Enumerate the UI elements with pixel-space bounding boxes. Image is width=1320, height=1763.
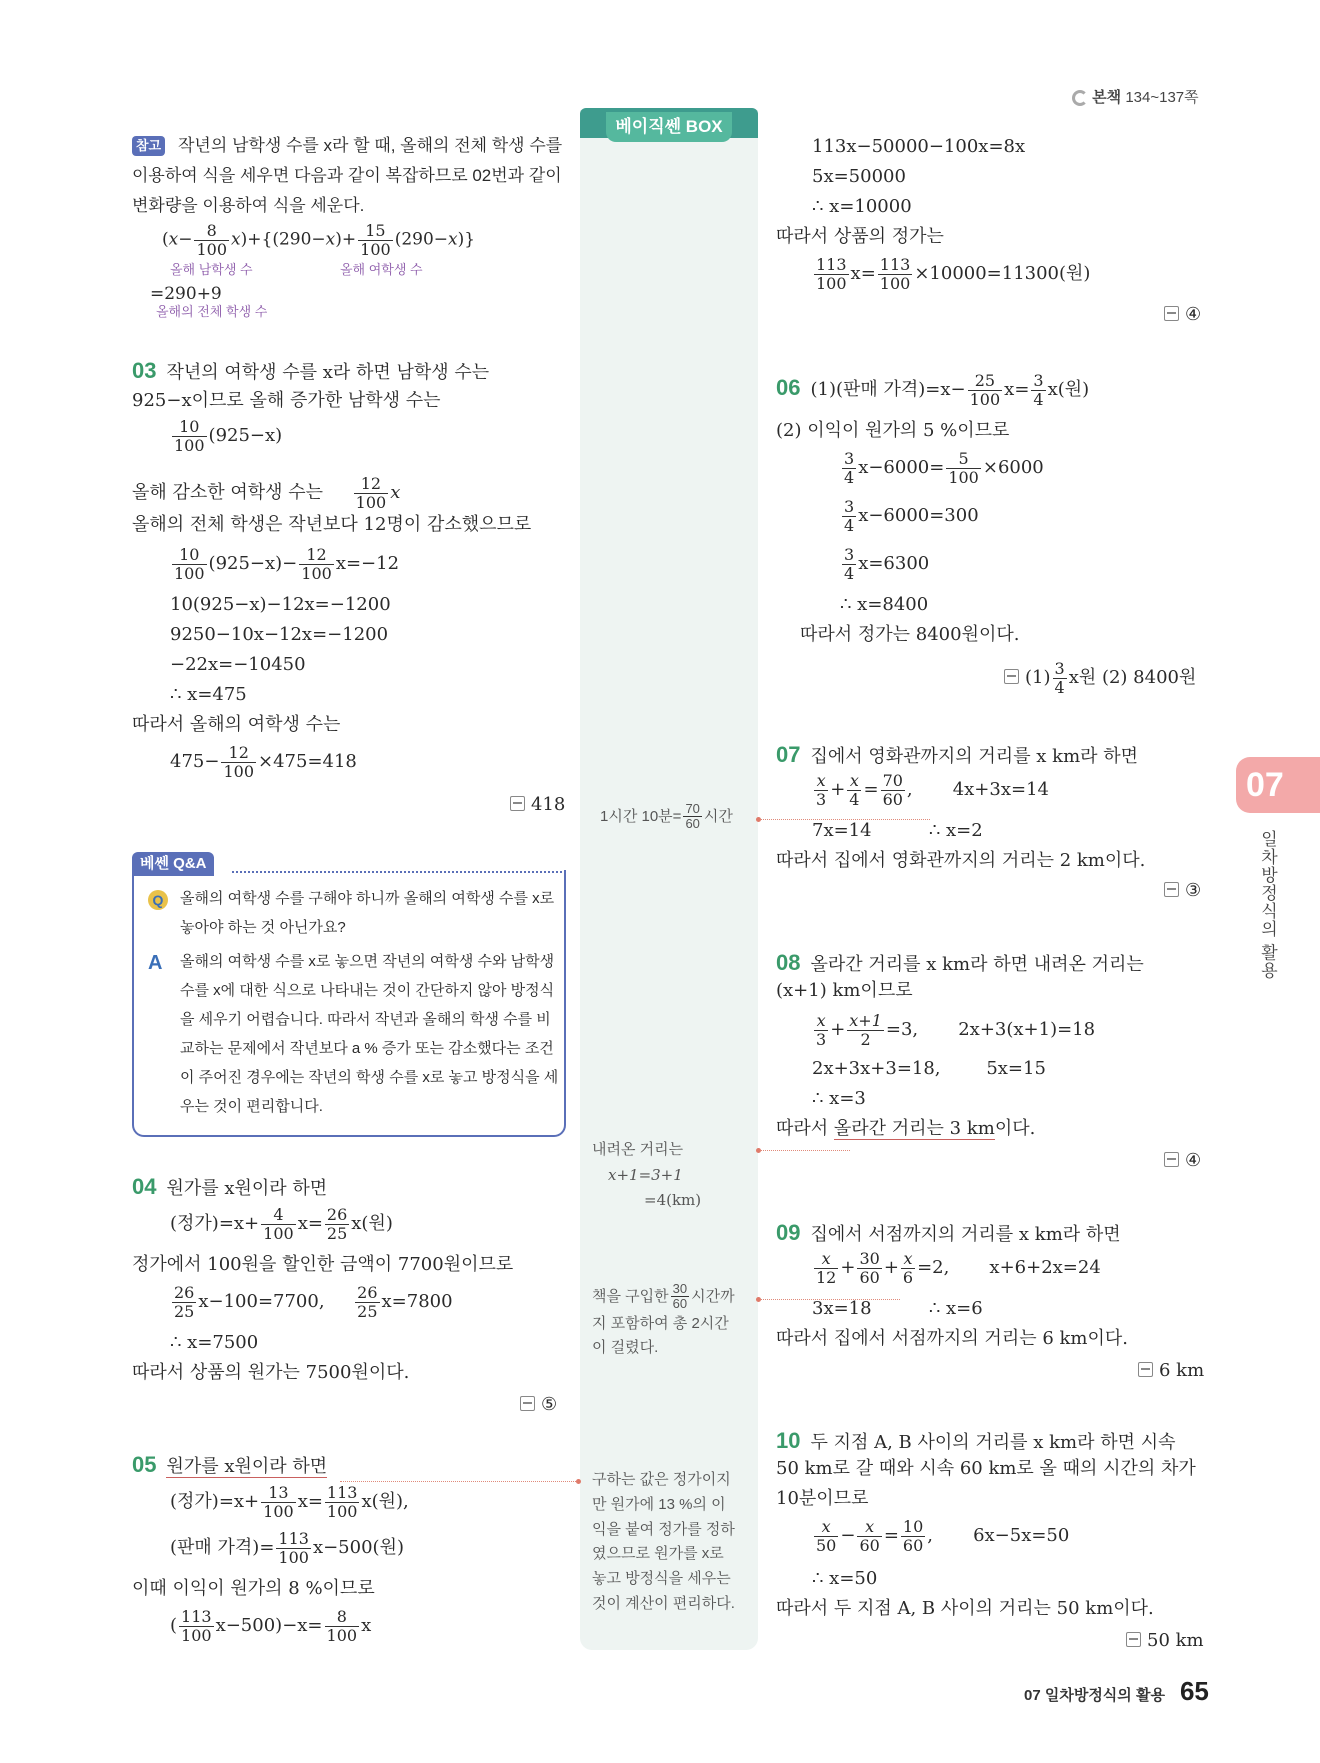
side-05-line-5: 놓고 방정식을 세우는 bbox=[592, 1570, 731, 1587]
p06-answer: (1) $\frac{3}{4}$ x원 (2) 8400원 bbox=[1004, 660, 1196, 696]
p08-line-3: $\frac{x}{3}$ + $\frac{x+1}{2}$ =3, 2x+3(x+1)=18 bbox=[816, 1011, 1096, 1049]
chapter-tab-title: 일차방정식의 활용 bbox=[1258, 830, 1277, 980]
link-line bbox=[760, 1150, 850, 1151]
qa-a1: 올해의 여학생 수를 x로 놓으면 작년의 여학생 수와 남학생 bbox=[180, 953, 555, 970]
footer bbox=[1024, 1676, 1209, 1707]
answer-icon bbox=[1126, 1632, 1141, 1647]
p03-line-7: 10(925−x)−12x=−1200 bbox=[170, 594, 391, 615]
frac: $\frac{12}{100}$ bbox=[223, 743, 254, 781]
frac: $\frac{x+1}{2}$ bbox=[849, 1011, 882, 1049]
frac: $\frac{30}{60}$ bbox=[859, 1249, 880, 1287]
p03-line-10: ∴ x=475 bbox=[170, 684, 247, 705]
frac: $\frac{10}{100}$ bbox=[174, 545, 205, 583]
answer-icon bbox=[510, 796, 525, 811]
note-text-3: 변화량을 이용하여 식을 세운다. bbox=[132, 196, 365, 215]
p09-line-1: 09 집에서 서점까지의 거리를 x km라 하면 bbox=[776, 1220, 1121, 1245]
note-label-total: 올해의 전체 학생 수 bbox=[156, 304, 268, 319]
q-mark: Q bbox=[148, 890, 168, 910]
p04-line-2: (정가)=x+ $\frac{4}{100}$ x= $\frac{26}{25}$ x(원) bbox=[170, 1205, 393, 1243]
frac: $\frac{3}{4}$ bbox=[1054, 659, 1065, 697]
p04-line-3: 정가에서 100원을 할인한 금액이 7700원이므로 bbox=[132, 1254, 514, 1275]
side-05-line-6: 것이 계산이 편리하다. bbox=[592, 1594, 735, 1612]
answer-icon bbox=[1164, 1152, 1179, 1167]
side-08 bbox=[592, 1138, 701, 1212]
answer-icon bbox=[1138, 1362, 1153, 1377]
frac: $\frac{12}{100}$ bbox=[301, 545, 332, 583]
p05-answer: ④ bbox=[1164, 304, 1201, 325]
note-equation: (x− $\frac{8}{100}$ x)+{(290−x)+ $\frac{15}{100}$ (290−x)} bbox=[162, 221, 476, 259]
side-09-line-2: 지 포함하여 총 2시간 bbox=[592, 1314, 729, 1332]
qa-dotted-top bbox=[232, 871, 562, 873]
p03-line-9: −22x=−10450 bbox=[170, 654, 306, 675]
note-text-2: 이용하여 식을 세우면 다음과 같이 복잡하므로 02번과 같이 bbox=[132, 166, 562, 185]
header-ref bbox=[1072, 86, 1199, 107]
frac: $\frac{10}{60}$ bbox=[902, 1517, 924, 1555]
p10-line-4: $\frac{x}{50}$ − $\frac{x}{60}$ = $\frac{10}{60}$ , 6x−5x=50 bbox=[816, 1517, 1070, 1555]
qa-a2: 수를 x에 대한 식으로 나타내는 것이 간단하지 않아 방정식 bbox=[180, 982, 555, 999]
p07-line-2: $\frac{x}{3}$ + $\frac{x}{4}$ = $\frac{70}{60}$ , 4x+3x=14 bbox=[816, 771, 1049, 809]
link-dot bbox=[576, 1479, 581, 1484]
note-label-girls: 올해 여학생 수 bbox=[340, 262, 423, 277]
p06-line-2: (2) 이익이 원가의 5 %이므로 bbox=[776, 420, 1010, 441]
p10-line-2: 50 km로 갈 때와 시속 60 km로 올 때의 시간의 차가 bbox=[776, 1458, 1196, 1479]
p03-line-4: 올해 감소한 여학생 수는 $\frac{12}{100}$ x bbox=[132, 474, 401, 512]
page-number: 65 bbox=[1179, 1676, 1209, 1706]
frac: $\frac{26}{25}$ bbox=[357, 1283, 378, 1321]
p04-line-1: 04 원가를 x원이라 하면 bbox=[132, 1174, 328, 1199]
p04-line-5: ∴ x=7500 bbox=[170, 1332, 259, 1353]
frac: $\frac{5}{100}$ bbox=[948, 449, 979, 487]
qa-a3: 을 세우기 어렵습니다. 따라서 작년과 올해의 학생 수를 비 bbox=[180, 1011, 551, 1028]
p08-line-4: 2x+3x+3=18, 5x=15 bbox=[812, 1058, 1046, 1079]
qa-a4: 교하는 문제에서 작년보다 a % 증가 또는 감소했다는 조건 bbox=[180, 1040, 554, 1057]
side-07: 1시간 10분= $\frac{70}{60}$ 시간 bbox=[600, 801, 733, 832]
chapter-tab[interactable]: 07 bbox=[1236, 757, 1320, 813]
frac: $\frac{x}{6}$ bbox=[902, 1249, 914, 1287]
note-label-boys: 올해 남학생 수 bbox=[170, 262, 253, 277]
frac: $\frac{x}{4}$ bbox=[849, 771, 860, 809]
p07-answer: ③ bbox=[1164, 880, 1201, 901]
side-05-line-2: 만 원가에 13 %의 이 bbox=[592, 1495, 726, 1513]
side-05 bbox=[592, 1468, 735, 1617]
answer-icon bbox=[1164, 882, 1179, 897]
p04-line-4: $\frac{26}{25}$ x−100=7700, $\frac{26}{25}$ x=7800 bbox=[174, 1283, 453, 1321]
p06-line-3: $\frac{3}{4}$ x−6000= $\frac{5}{100}$ ×6000 bbox=[844, 449, 1044, 487]
frac: $\frac{13}{100}$ bbox=[263, 1483, 294, 1521]
frac: $\frac{113}{100}$ bbox=[879, 255, 911, 293]
side-09-line-1: 책을 구입한 $\frac{30}{60}$ 시간까 bbox=[592, 1281, 735, 1312]
frac: $\frac{x}{3}$ bbox=[816, 1011, 827, 1049]
qa-tag: 베쎈 Q&A bbox=[132, 852, 214, 876]
p10-line-5: ∴ x=50 bbox=[812, 1568, 878, 1589]
link-line bbox=[340, 1481, 576, 1482]
frac: $\frac{70}{60}$ bbox=[882, 771, 903, 809]
note-eq-total: =290+9 bbox=[150, 284, 222, 304]
p10-line-3: 10분이므로 bbox=[776, 1488, 869, 1509]
p10-answer: 50 km bbox=[1126, 1630, 1204, 1651]
p06-line-4: $\frac{3}{4}$ x−6000=300 bbox=[844, 497, 979, 535]
side-08-line-3: =4(km) bbox=[644, 1190, 702, 1209]
frac: $\frac{4}{100}$ bbox=[263, 1205, 294, 1243]
p03-line-1: 03 작년의 여학생 수를 x라 하면 남학생 수는 bbox=[132, 358, 490, 383]
p08-answer: ④ bbox=[1164, 1150, 1201, 1171]
frac: $\frac{30}{60}$ bbox=[672, 1281, 688, 1312]
p05-line-5: ( $\frac{113}{100}$ x−500)−x= $\frac{8}{100}$ x bbox=[170, 1607, 372, 1645]
basic-box-title: 베이직쎈 BOX bbox=[606, 112, 732, 142]
answer-icon bbox=[1004, 669, 1019, 684]
frac: $\frac{8}{100}$ bbox=[196, 221, 228, 259]
qa-box bbox=[132, 870, 566, 1137]
note-text-1: 작년의 남학생 수를 x라 할 때, 올해의 전체 학생 수를 bbox=[178, 136, 563, 155]
frac: $\frac{x}{3}$ bbox=[816, 771, 827, 809]
side-05-line-4: 였으므로 원가를 x로 bbox=[592, 1545, 724, 1563]
frac: $\frac{3}{4}$ bbox=[1033, 371, 1044, 409]
answer-icon bbox=[520, 1396, 535, 1411]
frac: $\frac{113}{100}$ bbox=[816, 255, 847, 293]
frac: $\frac{x}{60}$ bbox=[859, 1517, 880, 1555]
p07-line-1: 07 집에서 영화관까지의 거리를 x km라 하면 bbox=[776, 742, 1139, 767]
frac: $\frac{12}{100}$ bbox=[355, 474, 387, 512]
p09-line-2: $\frac{x}{12}$ + $\frac{30}{60}$ + $\frac{x}{6}$ =2, x+6+2x=24 bbox=[816, 1249, 1101, 1287]
p03-line-3: $\frac{10}{100}$ (925−x) bbox=[174, 417, 283, 455]
p05-line-3: (판매 가격)= $\frac{113}{100}$ x−500(원) bbox=[170, 1529, 404, 1567]
frac: $\frac{3}{4}$ bbox=[844, 545, 855, 583]
side-08-line-2: x+1=3+1 bbox=[608, 1165, 683, 1184]
p03-line-11: 따라서 올해의 여학생 수는 bbox=[132, 714, 341, 735]
frac: $\frac{8}{100}$ bbox=[326, 1607, 358, 1645]
frac: $\frac{x}{50}$ bbox=[816, 1517, 837, 1555]
p05-line-4: 이때 이익이 원가의 8 %이므로 bbox=[132, 1578, 375, 1599]
p03-line-8: 9250−10x−12x=−1200 bbox=[170, 624, 389, 645]
header-range: 134~137쪽 bbox=[1125, 89, 1199, 106]
p08-line-5: ∴ x=3 bbox=[812, 1088, 866, 1109]
p03-line-2: 925−x이므로 올해 증가한 남학생 수는 bbox=[132, 390, 441, 411]
frac: $\frac{25}{100}$ bbox=[969, 371, 1001, 409]
qa-a6: 우는 것이 편리합니다. bbox=[180, 1098, 323, 1115]
frac: $\frac{15}{100}$ bbox=[360, 221, 391, 259]
refresh-icon bbox=[1072, 90, 1088, 106]
p09-line-3: 3x=18 ∴ x=6 bbox=[812, 1298, 983, 1319]
a-mark: A bbox=[148, 952, 163, 974]
p03-answer: 418 bbox=[510, 794, 565, 815]
p06-line-5: $\frac{3}{4}$ x=6300 bbox=[844, 545, 930, 583]
p07-line-4: 따라서 집에서 영화관까지의 거리는 2 km이다. bbox=[776, 850, 1146, 871]
p05-cont-3: ∴ x=10000 bbox=[812, 196, 912, 217]
side-05-line-1: 구하는 값은 정가이지 bbox=[592, 1471, 731, 1488]
frac: $\frac{3}{4}$ bbox=[844, 497, 855, 535]
frac: $\frac{113}{100}$ bbox=[181, 1607, 212, 1645]
qa-q2: 놓아야 하는 것 아닌가요? bbox=[180, 919, 346, 936]
side-09-line-3: 이 걸렸다. bbox=[592, 1339, 659, 1357]
p06-line-6: ∴ x=8400 bbox=[840, 594, 929, 615]
p03-line-12: 475− $\frac{12}{100}$ ×475=418 bbox=[170, 743, 357, 781]
p09-line-4: 따라서 집에서 서점까지의 거리는 6 km이다. bbox=[776, 1328, 1128, 1349]
p05-cont-5: $\frac{113}{100}$ x= $\frac{113}{100}$ ×10000=11300(원) bbox=[816, 255, 1091, 293]
p09-answer: 6 km bbox=[1138, 1360, 1204, 1381]
frac: $\frac{x}{12}$ bbox=[816, 1249, 837, 1287]
p03-line-6: $\frac{10}{100}$ (925−x)− $\frac{12}{100}$ x=−12 bbox=[174, 545, 400, 583]
p04-answer: ⑤ bbox=[520, 1394, 557, 1415]
p05-cont-4: 따라서 상품의 정가는 bbox=[776, 226, 944, 247]
p10-line-1: 10 두 지점 A, B 사이의 거리를 x km라 하면 시속 bbox=[776, 1428, 1176, 1453]
p06-line-1: 06 (1)(판매 가격)=x− $\frac{25}{100}$ x= $\frac{3}{4}$ x(원) bbox=[776, 371, 1090, 409]
qa-q1: 올해의 여학생 수를 구해야 하니까 올해의 여학생 수를 x로 bbox=[180, 890, 555, 907]
p08-line-1: 08 올라간 거리를 x km라 하면 내려온 거리는 bbox=[776, 950, 1144, 975]
frac: $\frac{113}{100}$ bbox=[326, 1483, 358, 1521]
frac: $\frac{26}{25}$ bbox=[326, 1205, 348, 1243]
side-08-line-1: 내려온 거리는 bbox=[592, 1141, 684, 1158]
qa-a5: 이 주어진 경우에는 작년의 학생 수를 x로 놓고 방정식을 세 bbox=[180, 1069, 559, 1086]
note-tag: 참고 bbox=[132, 136, 165, 156]
p05-line-1: 05 원가를 x원이라 하면 bbox=[132, 1452, 328, 1477]
p08-line-2: (x+1) km이므로 bbox=[776, 980, 913, 1001]
basic-box-column bbox=[580, 110, 758, 1650]
answer-icon bbox=[1164, 306, 1179, 321]
p08-line-6: 따라서 올라간 거리는 3 km이다. bbox=[776, 1118, 1036, 1139]
footer-chapter: 07 일차방정식의 활용 bbox=[1024, 1687, 1165, 1704]
header-label: 본책 bbox=[1092, 89, 1122, 106]
p07-line-3: 7x=14 ∴ x=2 bbox=[812, 820, 983, 841]
p06-line-7: 따라서 정가는 8400원이다. bbox=[800, 624, 1020, 645]
p05-cont-2: 5x=50000 bbox=[812, 166, 906, 187]
frac: $\frac{113}{100}$ bbox=[278, 1529, 309, 1567]
p05-cont-1: 113x−50000−100x=8x bbox=[812, 136, 1026, 157]
p03-line-5: 올해의 전체 학생은 작년보다 12명이 감소했으므로 bbox=[132, 514, 532, 535]
side-05-line-3: 익을 붙여 정가를 정하 bbox=[592, 1520, 735, 1538]
frac: $\frac{70}{60}$ bbox=[685, 801, 700, 832]
side-09 bbox=[592, 1282, 735, 1361]
p10-line-6: 따라서 두 지점 A, B 사이의 거리는 50 km이다. bbox=[776, 1598, 1154, 1619]
p05-line-2: (정가)=x+ $\frac{13}{100}$ x= $\frac{113}{100}$ x(원), bbox=[170, 1483, 409, 1521]
frac: $\frac{3}{4}$ bbox=[844, 449, 855, 487]
p04-line-6: 따라서 상품의 원가는 7500원이다. bbox=[132, 1362, 410, 1383]
frac: $\frac{10}{100}$ bbox=[174, 417, 205, 455]
frac: $\frac{26}{25}$ bbox=[174, 1283, 195, 1321]
